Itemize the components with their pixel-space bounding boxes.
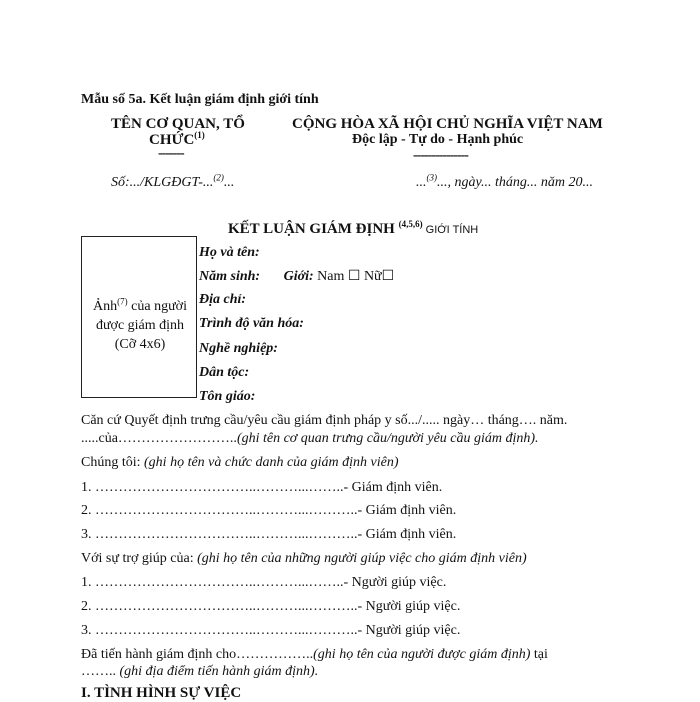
document-date: ...$^{(3)}$..., ngày... tháng... năm 20... — [416, 172, 593, 190]
basis-line1: Căn cứ Quyết định trưng cầu/yêu cầu giám định pháp y số.../..... ngày… tháng…. năm. — [81, 413, 568, 428]
field-religion: Tôn giáo: — [199, 389, 256, 404]
assistant-row: 1. ……………………………..………...……..- Người giúp việc. — [81, 575, 447, 590]
field-education: Trình độ văn hóa: — [199, 316, 304, 331]
assistants-intro: Với sự trợ giúp của: (ghi họ tên của những người giúp việc cho giám định viên) — [81, 551, 527, 566]
section-1-heading: I. TÌNH HÌNH SỰ VIỆC — [81, 685, 242, 701]
republic-divider: --------------- — [413, 148, 468, 163]
agency-name-line1: TÊN CƠ QUAN, TỔ — [111, 116, 245, 132]
field-address: Địa chỉ: — [199, 292, 247, 307]
agency-divider: ------- — [158, 146, 184, 161]
agency-name-line2: CHỨC$^{(1)}$ — [149, 130, 205, 148]
checkbox-male[interactable]: ☐ — [347, 269, 361, 284]
field-name: Họ và tên: — [199, 245, 260, 260]
photo-placeholder — [81, 236, 197, 398]
examiner-row: 1. ……………………………..………...……..- Giám định viên. — [81, 480, 443, 495]
photo-caption: Ảnh$^{(7)}$ của người được giám định (Cỡ 4x6) — [93, 296, 187, 352]
republic-title: CỘNG HÒA XÃ HỘI CHỦ NGHĨA VIỆT NAM — [292, 116, 603, 132]
examiner-row: 2. ……………………………..………...………..- Giám định viên. — [81, 503, 457, 518]
document-number: Số:.../KLGĐGT-...$^{(2)}$... — [111, 172, 235, 190]
conducted-line1: Đã tiến hành giám định cho……………..(ghi họ tên của người được giám định) tại — [81, 647, 548, 662]
form-title: Mẫu số 5a. Kết luận giám định giới tính — [81, 92, 319, 107]
field-birth-gender: Năm sinh: Giới: Nam ☐ Nữ☐ — [199, 269, 395, 284]
field-ethnicity: Dân tộc: — [199, 365, 250, 380]
examiners-intro: Chúng tôi: (ghi họ tên và chức danh của giám định viên) — [81, 455, 399, 470]
assistant-row: 2. ……………………………..………...………..- Người giúp việc. — [81, 599, 461, 614]
assistant-row: 3. ……………………………..………...………..- Người giúp việc. — [81, 623, 461, 638]
basis-line2: .....của……………………..(ghi tên cơ quan trưng cầu/người yêu cầu giám định). — [81, 431, 539, 446]
field-occupation: Nghề nghiệp: — [199, 341, 278, 356]
document-title: KẾT LUẬN GIÁM ĐỊNH $^{(4,5,6)}$ GIỚI TÍNH — [228, 219, 479, 237]
republic-motto: Độc lập - Tự do - Hạnh phúc — [352, 132, 524, 147]
conducted-line2: …….. (ghi địa điểm tiến hành giám định). — [81, 664, 319, 679]
examiner-row: 3. ……………………………..………...………..- Giám định viên. — [81, 527, 457, 542]
checkbox-female[interactable]: ☐ — [381, 269, 395, 284]
